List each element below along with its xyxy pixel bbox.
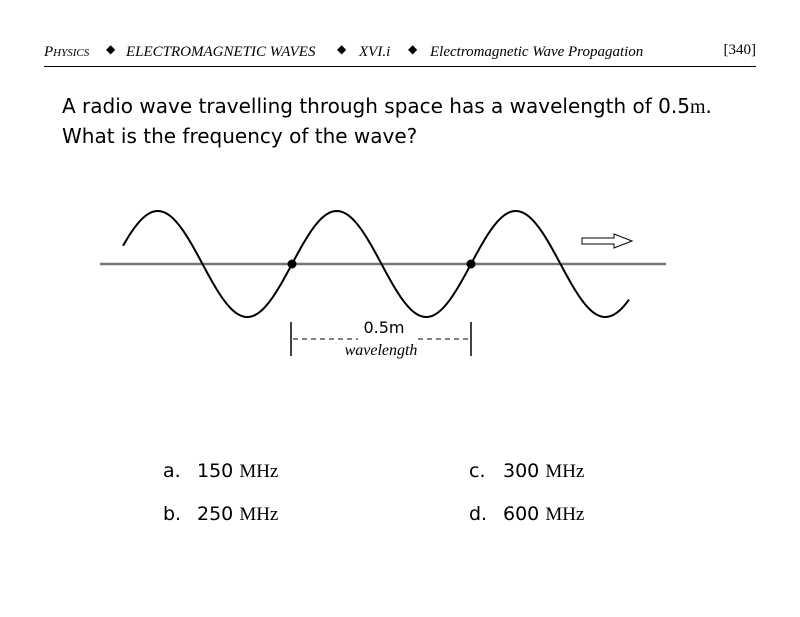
choice-c[interactable]	[469, 460, 584, 483]
choice-unit: MHz	[239, 461, 279, 482]
choice-letter: c.	[469, 460, 486, 482]
header-subtopic: Electromagnetic Wave Propagation	[430, 44, 644, 60]
header-section: XVI.i	[359, 44, 391, 60]
wavelength-caption: wavelength	[344, 342, 418, 359]
question-text-after: . What is the frequency of the wave?	[62, 94, 712, 148]
wavelength-start-point	[288, 260, 297, 269]
bullet-icon: ◆	[106, 42, 116, 56]
choice-value: 600	[503, 503, 540, 525]
bullet-icon: ◆	[408, 42, 418, 56]
choice-letter: a.	[163, 460, 181, 482]
choice-value: 250	[197, 503, 234, 525]
choice-unit: MHz	[239, 504, 279, 525]
bullet-icon: ◆	[337, 42, 347, 56]
wavelength-end-point	[467, 260, 476, 269]
choice-letter: b.	[163, 503, 182, 525]
right-arrow-icon	[582, 234, 632, 248]
question-text-before: A radio wave travelling through space has a wavelength of 0.5	[62, 94, 690, 118]
choice-d[interactable]	[469, 503, 584, 526]
page-number: [340]	[723, 42, 756, 58]
header-topic: ELECTROMAGNETIC WAVES	[126, 44, 316, 60]
choice-letter: d.	[469, 503, 488, 525]
choice-unit: MHz	[545, 504, 585, 525]
wavelength-value: 0.5m	[363, 318, 405, 337]
header-subject: Physics	[44, 44, 90, 60]
choice-a[interactable]	[163, 460, 278, 483]
choice-b[interactable]	[163, 503, 278, 526]
question-unit: m	[689, 96, 706, 118]
choice-unit: MHz	[545, 461, 585, 482]
choice-value: 150	[197, 460, 234, 482]
choice-value: 300	[503, 460, 540, 482]
